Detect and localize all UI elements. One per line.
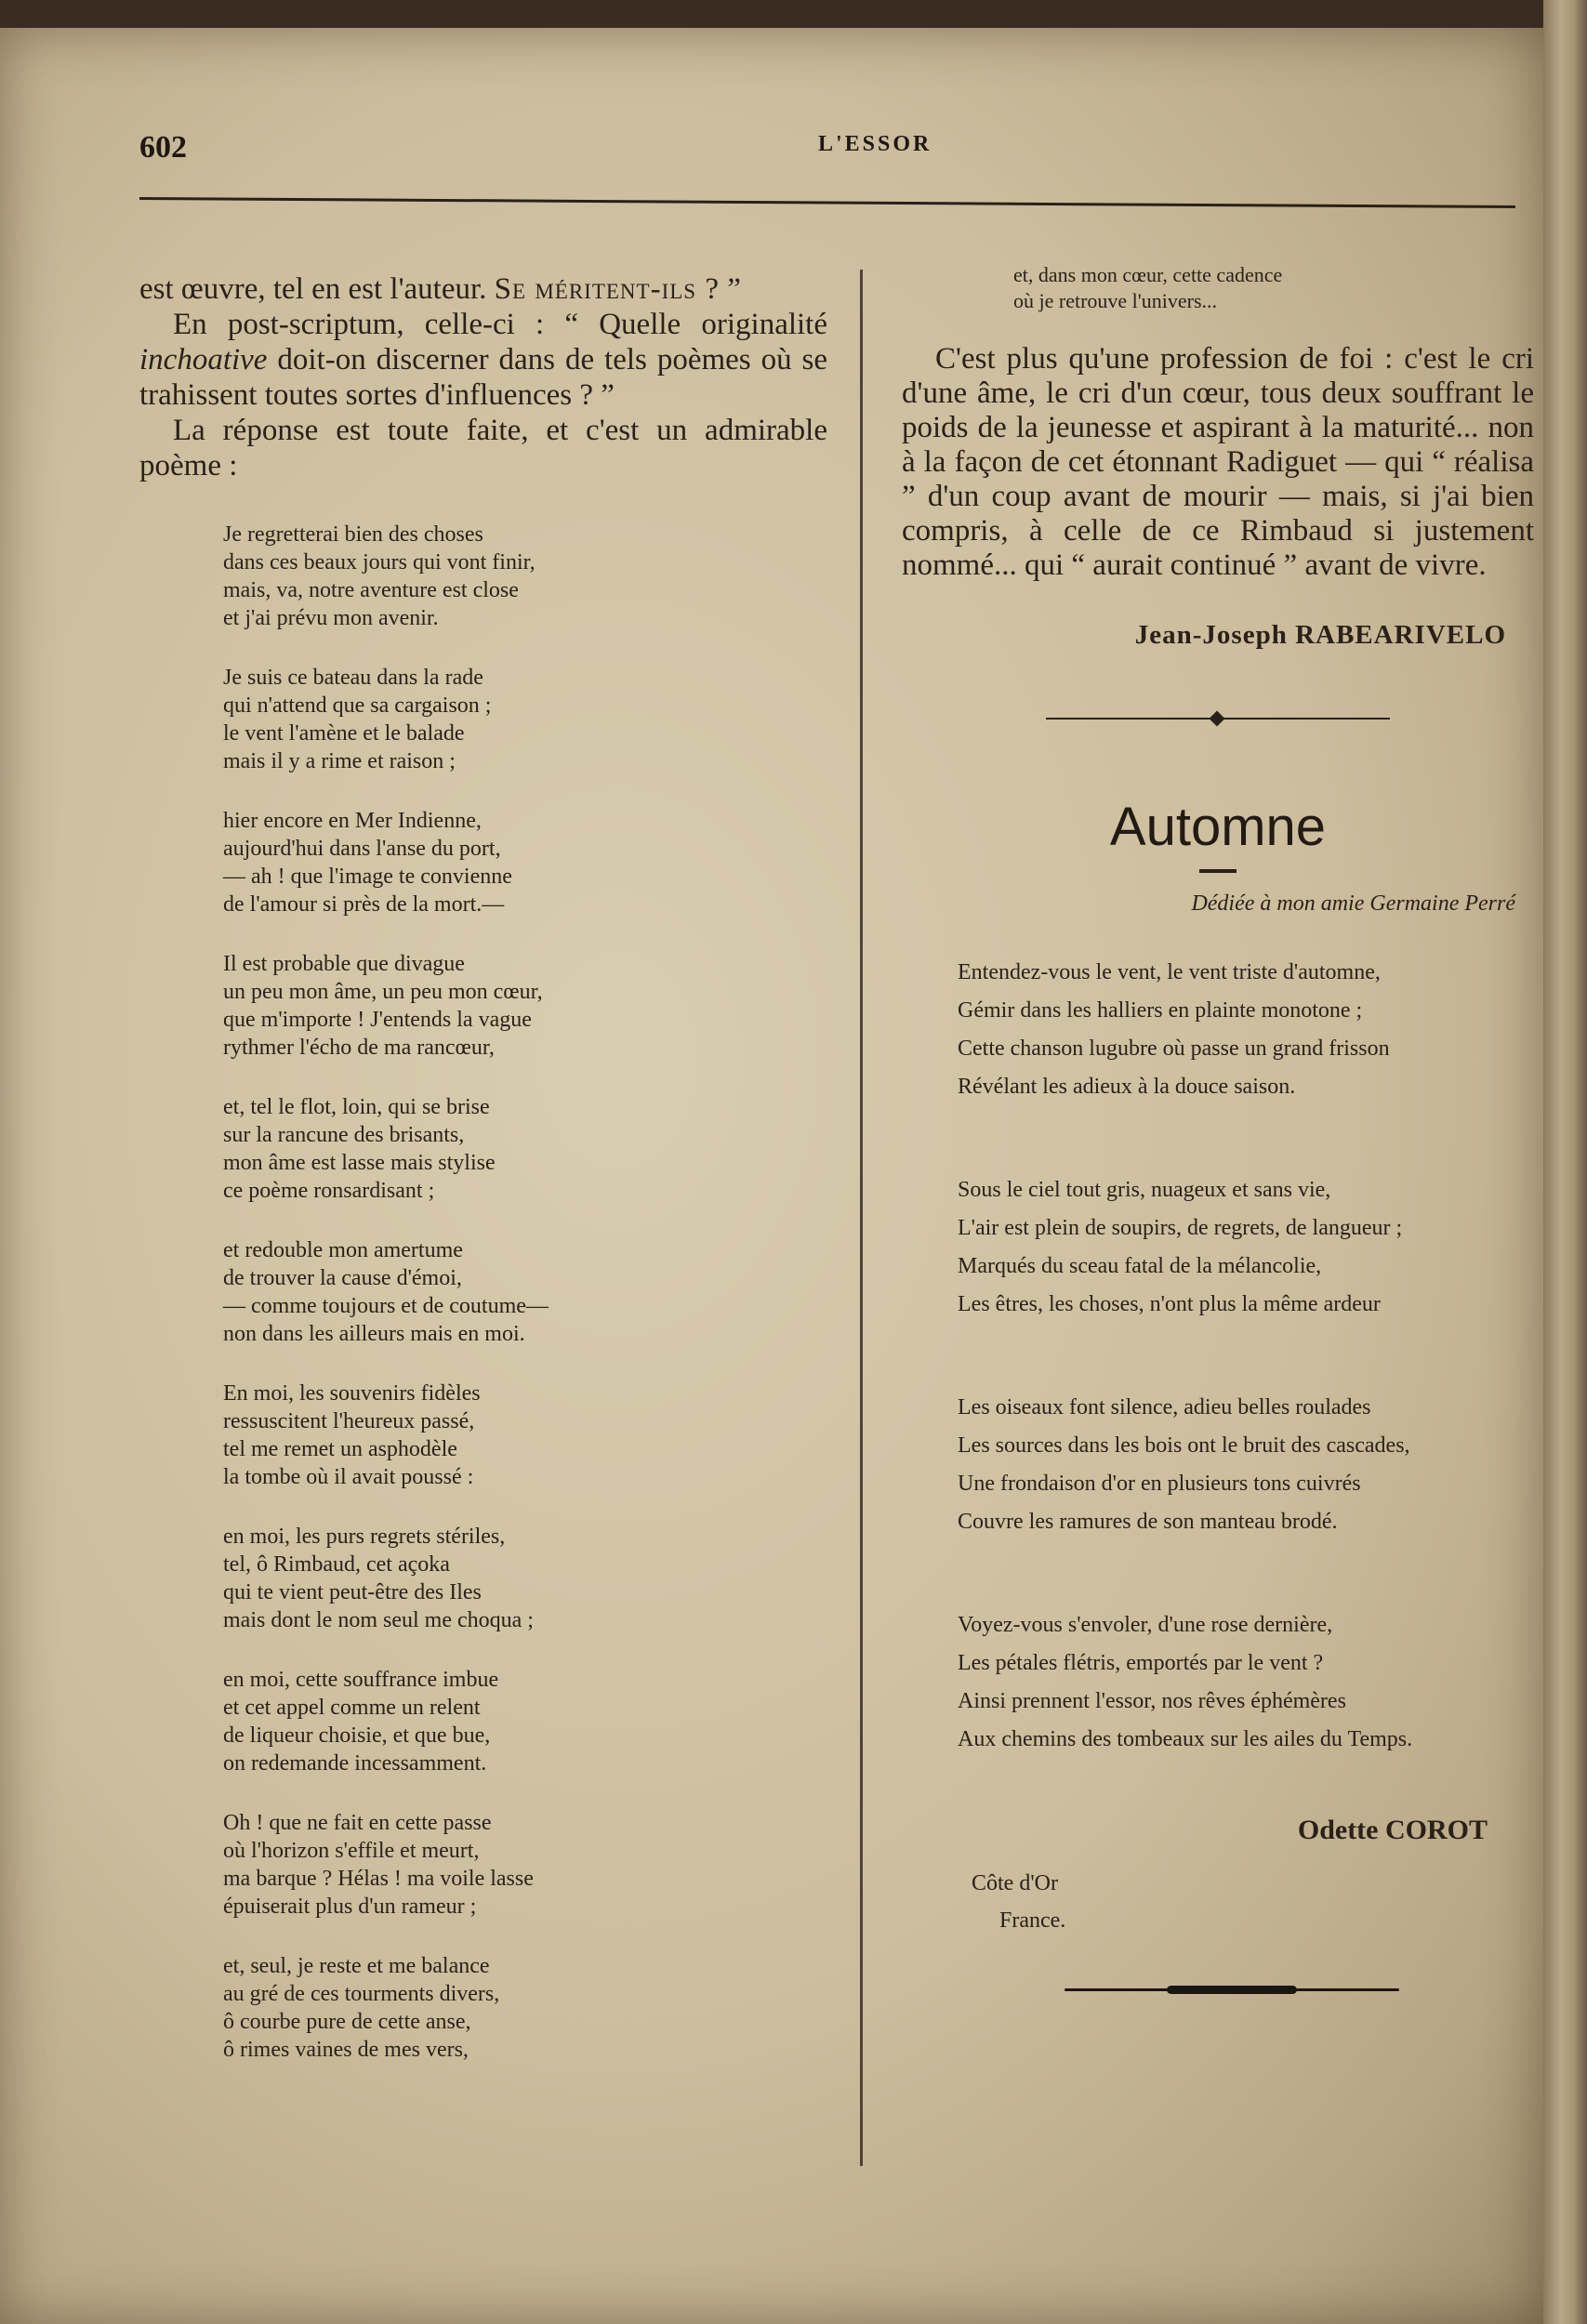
author-signature: Jean-Joseph RABEARIVELO [1134,620,1506,650]
poem-line: Révélant les adieux à la douce saison. [958,1075,1296,1099]
poem-line: ô courbe pure de cette anse, [223,2010,471,2034]
poem-line: tel me remet un asphodèle [223,1437,457,1461]
poem-line: rythmer l'écho de ma rancœur, [223,1036,495,1060]
poem-line: Je regretterai bien des choses [223,522,483,547]
poem-line: Sous le ciel tout gris, nuageux et sans vie, [958,1178,1331,1202]
poem-line: hier encore en Mer Indienne, [223,809,482,833]
poem-stanza [223,1093,827,1205]
poem-line: qui n'attend que sa cargaison ; [223,693,492,718]
prose-paragraph-1 [139,271,827,307]
poem-stanza [958,1171,1534,1324]
poem-line: ce poème ronsardisant ; [223,1179,435,1203]
poem-line: Les sources dans les bois ont le bruit des cascades, [958,1433,1410,1458]
poem-line: tel, ô Rimbaud, cet açoka [223,1552,450,1577]
ornament-swell [1167,1986,1297,1994]
poem-line: Il est probable que divague [223,952,465,976]
prose-text: La réponse est toute faite, et c'est un admirable poème : [139,414,827,482]
ornament-diamond [1210,711,1225,727]
poem-line: et redouble mon amertume [223,1238,463,1262]
poem-line: sur la rancune des brisants, [223,1123,465,1147]
prose-text: En post-scriptum, celle-ci : “ Quelle originalité [173,308,827,341]
poem-stanza [958,954,1534,1106]
poem-line: et, seul, je reste et me balance [223,1954,490,1978]
poem-line: L'air est plein de soupirs, de regrets, de langueur ; [958,1216,1403,1240]
prose-italic: inchoative [139,343,268,376]
poem-stanza [223,1666,827,1777]
poem-line: Couvre les ramures de son manteau brodé. [958,1510,1338,1534]
poem-stanza [223,1952,827,2064]
title-dash [1199,869,1237,873]
poem-stanza [223,1523,827,1634]
poem-line: Je suis ce bateau dans la rade [223,666,483,690]
poem-line: et j'ai prévu mon avenir. [223,606,439,630]
poem-line: Cette chanson lugubre où passe un grand frisson [958,1037,1390,1061]
poem-stanza [223,1380,827,1491]
poem-line: qui te vient peut-être des Iles [223,1580,482,1604]
poem-line: de trouver la cause d'émoi, [223,1266,462,1290]
poem-line: mais dont le nom seul me choqua ; [223,1608,534,1632]
poem-line: non dans les ailleurs mais en moi. [223,1322,525,1346]
poem-line: et, dans mon cœur, cette cadence [1013,263,1283,286]
running-title: L'ESSOR [818,132,932,156]
poem-line: où l'horizon s'effile et meurt, [223,1839,480,1863]
poem-line: mais, va, notre aventure est close [223,578,519,602]
page-number: 602 [139,130,187,165]
location-line: Côte d'Or [972,1871,1058,1895]
poem-line: mais il y a rime et raison ; [223,749,456,773]
poem-line: la tombe où il avait poussé : [223,1465,474,1489]
poem-stanza [223,950,827,1062]
poem-line: épuiserait plus d'un rameur ; [223,1895,477,1919]
poem-stanza [223,807,827,918]
poem-line: Aux chemins des tombeaux sur les ailes du Temps. [958,1727,1413,1751]
poem-line: dans ces beaux jours qui vont finir, [223,550,536,574]
poem-line: ô rimes vaines de mes vers, [223,2038,469,2062]
end-ornament [1065,1986,1399,1993]
poem-line: au gré de ces tourments divers, [223,1982,500,2006]
poet-signature: Odette COROT [1297,1815,1488,1845]
quoted-poem [139,521,827,2064]
next-page-edge [1543,0,1587,2324]
poem-line: de liqueur choisie, et que bue, [223,1723,491,1748]
poem-line: en moi, cette souffrance imbue [223,1668,499,1692]
poem-line: où je retrouve l'univers... [1013,289,1218,312]
poem-line: aujourd'hui dans l'anse du port, [223,837,501,861]
prose-text: doit-on discerner dans de tels poèmes où se trahissent toutes sortes d'influences ? ” [139,343,827,412]
poem-line: de l'amour si près de la mort.— [223,892,505,917]
poem-stanza [223,521,827,632]
prose-paragraph-3 [139,413,827,483]
location-line: France. [999,1908,1066,1933]
poem-line: Les pétales flétris, emportés par le vent ? [958,1651,1324,1675]
poem-title: Automne [1109,797,1327,857]
poem-line: le vent l'amène et le balade [223,721,465,746]
right-column [902,262,1534,1993]
autumn-poem [902,954,1534,1759]
poem-line: et, tel le flot, loin, qui se brise [223,1095,490,1119]
prose-smallcaps: Se méritent-ils ? [494,272,720,306]
poem-line: Gémir dans les halliers en plainte monotone ; [958,998,1363,1023]
poem-line: Voyez-vous s'envoler, d'une rose dernière, [958,1613,1333,1637]
poem-line: Les oiseaux font silence, adieu belles roulades [958,1395,1371,1419]
poem-stanza [958,1606,1534,1759]
poem-line: mon âme est lasse mais stylise [223,1151,496,1175]
poem-line: Les êtres, les choses, n'ont plus la même ardeur [958,1292,1381,1316]
poem-stanza [223,1809,827,1921]
poem-stanza [223,664,827,775]
poem-line: et cet appel comme un relent [223,1696,481,1720]
poem-line: Oh ! que ne fait en cette passe [223,1811,492,1835]
left-column [139,271,827,2095]
poem-line: ressuscitent l'heureux passé, [223,1409,475,1433]
column-divider [860,270,863,2166]
poem-line: en moi, les purs regrets stériles, [223,1525,506,1549]
poem-line: on redemande incessamment. [223,1751,487,1776]
poem-line: ma barque ? Hélas ! ma voile lasse [223,1867,534,1891]
poem-line: En moi, les souvenirs fidèles [223,1381,481,1406]
poem-line: que m'importe ! J'entends la vague [223,1008,532,1032]
poem-dedication: Dédiée à mon amie Germaine Perré [1191,891,1515,916]
poem-line: — ah ! que l'image te convienne [223,865,512,889]
section-ornament [1046,716,1390,721]
prose-text: est œuvre, tel en est l'auteur. [139,272,487,306]
poem-line: Marqués du sceau fatal de la mélancolie, [958,1254,1322,1278]
poem-continuation [902,262,1534,314]
poet-location [902,1865,1534,1939]
poem-stanza [223,1236,827,1348]
poem-line: Une frondaison d'or en plusieurs tons cuivrés [958,1472,1361,1496]
prose-text: ” [719,272,741,306]
prose-paragraph-2 [139,307,827,413]
poem-line: Entendez-vous le vent, le vent triste d'automne, [958,960,1381,984]
commentary-paragraph: C'est plus qu'une profession de foi : c'est le cri d'une âme, le cri d'un cœur, tous deux souffrant le poids de la jeunesse et aspirant à la maturité... non à la façon de cet étonnant Radiguet — qui “ réalisa ” d'un coup avant de mourir — mais, si j'ai bien compris, à celle de ce Rimbaud si justement nommé... qui “ aurait continué ” avant de vivre. [902,342,1534,582]
poem-stanza [958,1389,1534,1541]
poem-line: un peu mon âme, un peu mon cœur, [223,980,543,1004]
poem-line: — comme toujours et de coutume— [223,1294,549,1318]
poem-line: Ainsi prennent l'essor, nos rêves éphémères [958,1689,1346,1713]
